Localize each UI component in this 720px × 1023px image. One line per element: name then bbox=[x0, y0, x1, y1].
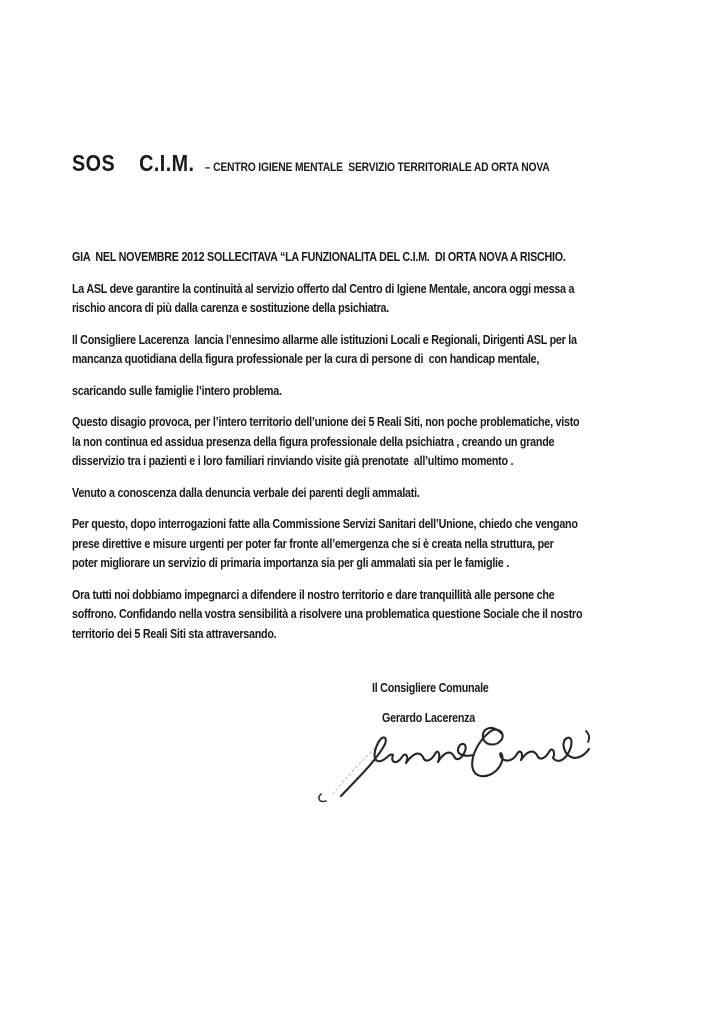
text-line: mancanza quotidiana della figura professionale per la cura di persone di con handicap mentale, bbox=[72, 352, 540, 366]
text-line: scaricando sulle famiglie l’intero problema. bbox=[72, 383, 282, 398]
text-line: Per questo, dopo interrogazioni fatte alla Commissione Servizi Sanitari dell’Unione, chiedo che vengano bbox=[72, 517, 578, 531]
paragraph bbox=[72, 382, 720, 402]
text-line: soffrono. Confidando nella vostra sensibilità a risolvere una problematica questione Sociale che il nostro bbox=[72, 607, 583, 621]
paragraph bbox=[72, 248, 720, 268]
paragraph bbox=[72, 515, 720, 574]
signature-leadin-stroke bbox=[333, 744, 379, 794]
signature-word1-stroke bbox=[341, 737, 473, 796]
text-line: Ora tutti noi dobbiamo impegnarci a difendere il nostro territorio e dare tranquillità alle persone che bbox=[72, 587, 555, 602]
text-line: disservizio tra i pazienti e i loro familiari rinviando visite già prenotate all’ultimo momento . bbox=[72, 454, 514, 468]
letter-body bbox=[72, 248, 720, 656]
text-line: Venuto a conoscenza dalla denuncia verbale dei parenti degli ammalati. bbox=[72, 485, 420, 500]
signature-word2-stroke bbox=[472, 728, 589, 776]
handwritten-signature bbox=[305, 718, 605, 808]
paragraph bbox=[72, 586, 720, 645]
title-sos: SOS bbox=[72, 150, 116, 176]
text-line: GIA NEL NOVEMBRE 2012 SOLLECITAVA “LA FUNZIONALITA DEL C.I.M. DI ORTA NOVA A RISCHIO. bbox=[72, 250, 566, 264]
text-line: Questo disagio provoca, per l’intero territorio dell’unione dei 5 Reali Siti, non poche problematiche, visto bbox=[72, 415, 580, 429]
paragraph bbox=[72, 280, 720, 319]
text-line: La ASL deve garantire la continuità al servizio offerto dal Centro di Igiene Mentale, ancora oggi messa a bbox=[72, 281, 575, 296]
closing-name: Gerardo Lacerenza bbox=[382, 711, 476, 725]
text-line: la non continua ed assidua presenza della figura professionale della psichiatra , creando un grande bbox=[72, 434, 555, 449]
signature-tick-stroke bbox=[586, 731, 589, 742]
title-cim: C.I.M. bbox=[139, 150, 195, 176]
text-line: Il Consigliere Lacerenza lancia l’ennesimo allarme alle istituzioni Locali e Regionali, Dirigenti ASL per la bbox=[72, 332, 577, 347]
text-line: poter migliorare un servizio di primaria importanza sia per gli ammalati sia per le famiglie . bbox=[72, 556, 509, 570]
paragraph bbox=[72, 484, 720, 504]
text-line: prese direttive e misure urgenti per poter far fronte all’emergenza che si è creata nella struttura, per bbox=[72, 536, 554, 551]
paragraph bbox=[72, 331, 720, 370]
text-line: territorio dei 5 Reali Siti sta attraversando. bbox=[72, 626, 277, 641]
closing-role: Il Consigliere Comunale bbox=[372, 681, 489, 695]
paragraph bbox=[72, 413, 720, 472]
title-subtitle: – CENTRO IGIENE MENTALE SERVIZIO TERRITORIALE AD ORTA NOVA bbox=[204, 160, 550, 174]
page-title bbox=[72, 150, 550, 177]
signature-hook-stroke bbox=[319, 794, 326, 801]
text-line: rischio ancora di più dalla carenza e sostituzione della psichiatra. bbox=[72, 301, 390, 315]
